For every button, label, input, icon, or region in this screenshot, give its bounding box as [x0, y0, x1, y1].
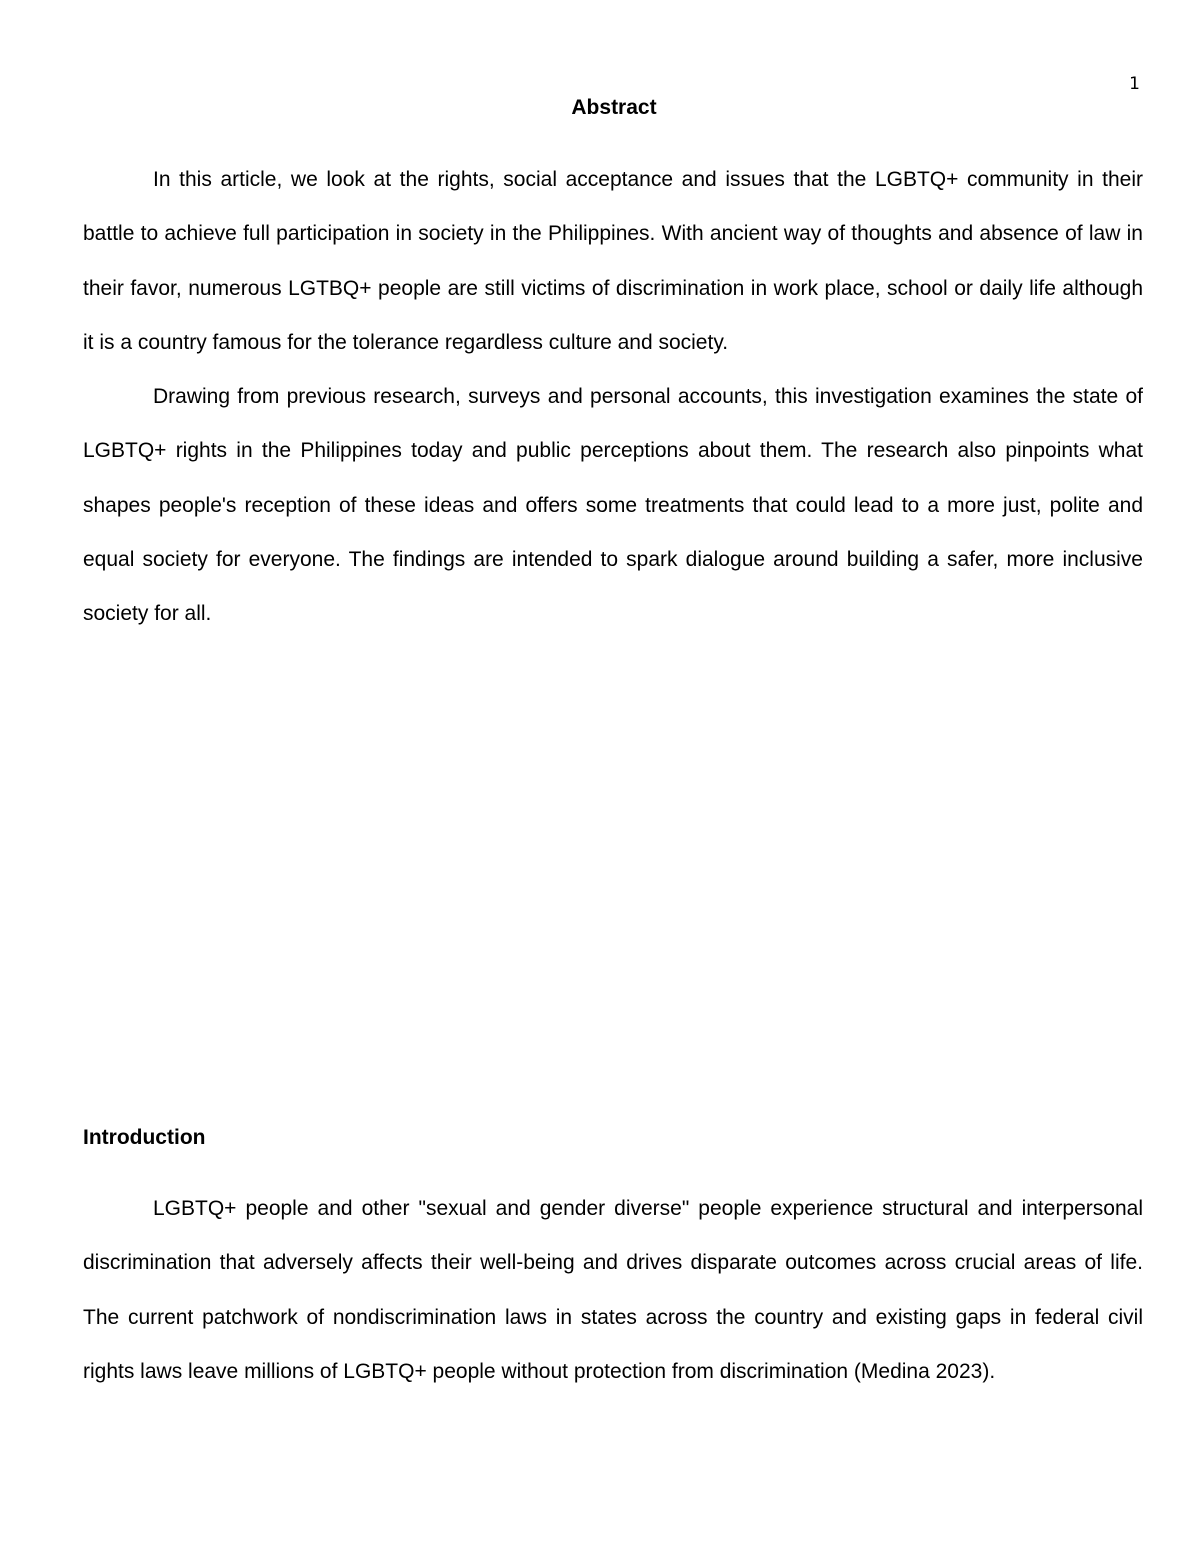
introduction-body — [83, 1182, 1143, 1399]
abstract-heading: Abstract — [571, 96, 657, 119]
introduction-heading: Introduction — [83, 1126, 206, 1149]
abstract-body — [83, 153, 1143, 642]
abstract-paragraph-1: In this article, we look at the rights, social acceptance and issues that the LGBTQ+ community in their battle to achieve full participation in society in the Philippines. With ancient way of thoughts and absence of law in their favor, numerous LGTBQ+ people are still victims of discrimination in work place, school or daily life although it is a country famous for the tolerance regardless culture and society. — [83, 168, 1143, 354]
abstract-paragraph-2: Drawing from previous research, surveys and personal accounts, this investigation examines the state of LGBTQ+ rights in the Philippines today and public perceptions about them. The research also pinpoints what shapes people's reception of these ideas and offers some treatments that could lead to a more just, polite and equal society for everyone. The findings are intended to spark dialogue around building a safer, more inclusive society for all. — [83, 385, 1143, 626]
introduction-paragraph-1: LGBTQ+ people and other "sexual and gender diverse" people experience structural and interpersonal discrimination that adversely affects their well-being and drives disparate outcomes across crucial areas of life. The current patchwork of nondiscrimination laws in states across the country and existing gaps in federal civil rights laws leave millions of LGBTQ+ people without protection from discrimination (Medina 2023). — [83, 1197, 1143, 1383]
page-number: 1 — [1129, 74, 1140, 94]
